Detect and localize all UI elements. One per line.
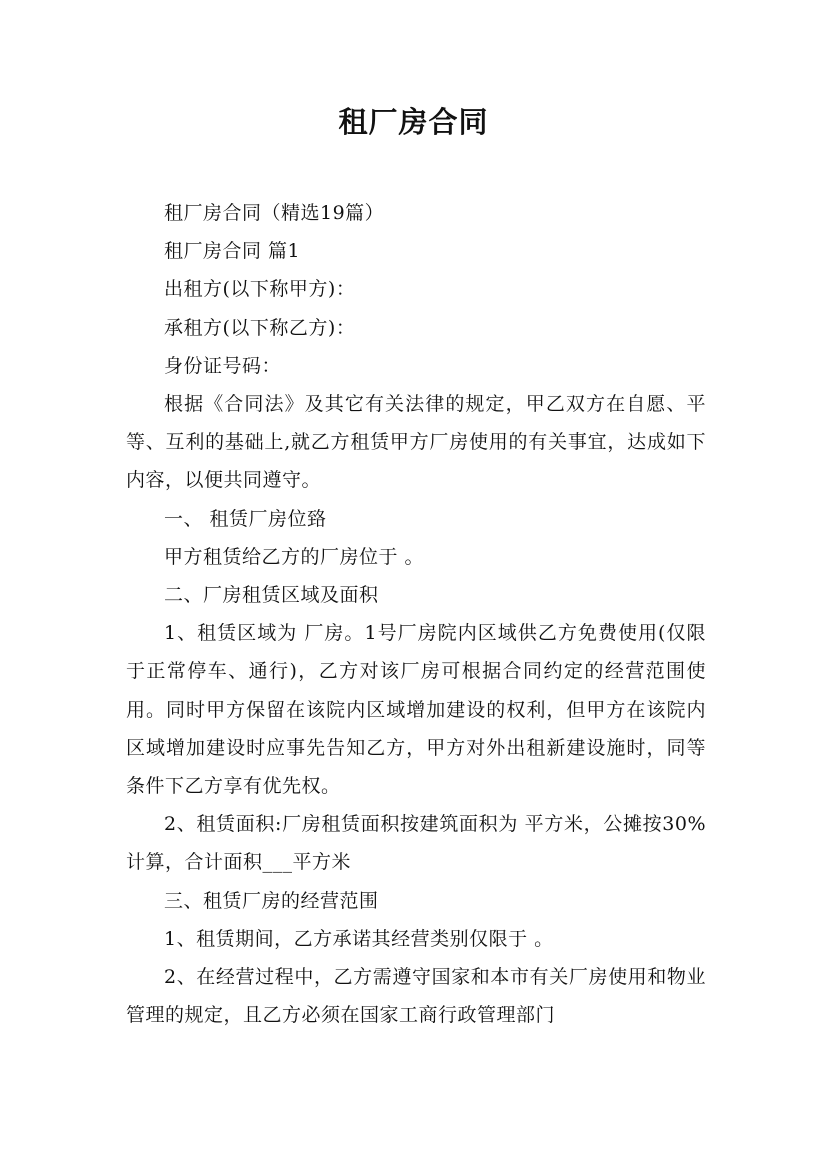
paragraph-lessee: 承租方(以下称乙方)： bbox=[164, 316, 356, 339]
paragraph-id-number: 身份证号码： bbox=[164, 354, 282, 377]
paragraph-clause-1-text: 甲方租赁给乙方的厂房位于 。 bbox=[164, 545, 425, 568]
paragraph-lessor: 出租方(以下称甲方)： bbox=[164, 278, 356, 301]
paragraph-subtitle: 租厂房合同（精选19篇） bbox=[164, 202, 385, 224]
document-body bbox=[126, 194, 706, 1034]
paragraph-clause-2-heading: 二、厂房租赁区域及面积 bbox=[164, 584, 379, 607]
document-title: 租厂房合同 bbox=[338, 105, 489, 139]
paragraph-clause-1-heading: 一、 租赁厂房位臵 bbox=[164, 507, 327, 530]
paragraph-clause-2-2: 2、租赁面积:厂房租赁面积按建筑面积为 平方米，公摊按30%计算，合计面积___平方米 bbox=[126, 813, 706, 874]
paragraph-clause-3-1: 1、租赁期间，乙方承诺其经营类别仅限于 。 bbox=[164, 927, 554, 950]
paragraph-section-heading: 租厂房合同 篇1 bbox=[164, 240, 301, 263]
paragraph-clause-3-2: 2、在经营过程中，乙方需遵守国家和本市有关厂房使用和物业管理的规定，且乙方必须在国家工商行政管理部门 bbox=[126, 966, 706, 1027]
paragraph-clause-3-heading: 三、租赁厂房的经营范围 bbox=[164, 889, 379, 912]
paragraph-preamble: 根据《合同法》及其它有关法律的规定，甲乙双方在自愿、平等、互利的基础上,就乙方租赁甲方厂房使用的有关事宜，达成如下内容，以便共同遵守。 bbox=[126, 393, 706, 492]
paragraph-clause-2-1: 1、租赁区域为 厂房。1号厂房院内区域供乙方免费使用(仅限于正常停车、通行)，乙方对该厂房可根据合同约定的经营范围使用。同时甲方保留在该院内区域增加建设的权利，但甲方在该院内区域增加建设时应事先告知乙方，甲方对外出租新建设施时，同等条件下乙方享有优先权。 bbox=[126, 622, 706, 798]
